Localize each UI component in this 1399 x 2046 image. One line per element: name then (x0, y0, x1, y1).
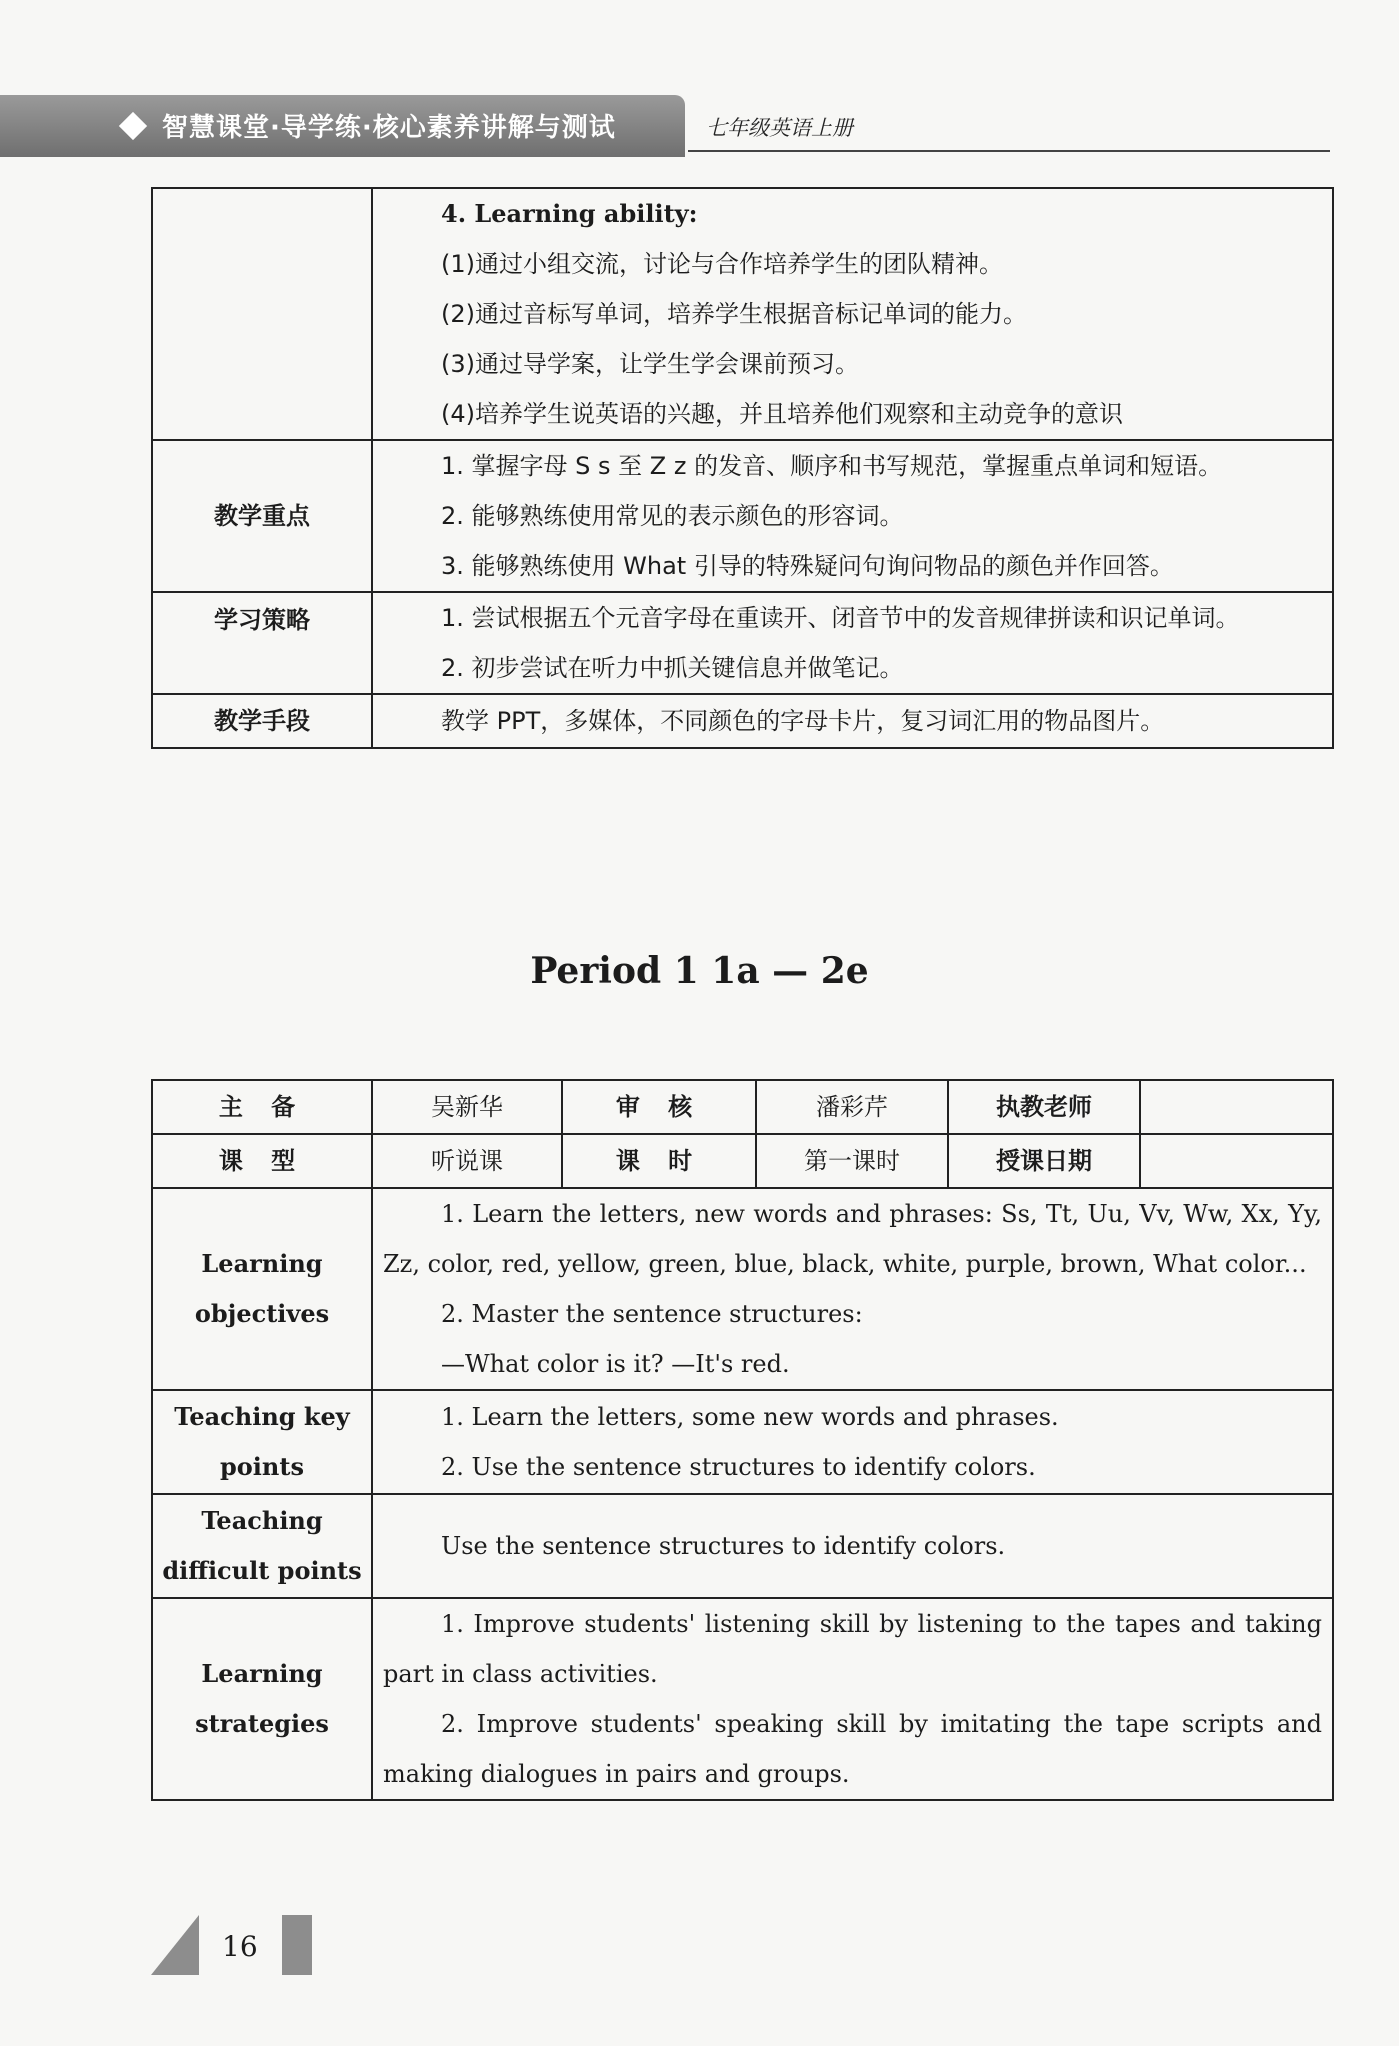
key-points-item: 1. Learn the letters, some new words and phrases. (441, 1403, 1059, 1431)
main-preparer-label: 主 备 (152, 1080, 372, 1134)
teaching-date-value (1140, 1134, 1333, 1188)
objectives-item: 1. Learn the letters, new words and phrases: Ss, Tt, Uu, Vv, Ww, Xx, Yy, Zz, color, red, yellow, green, blue, black, white, purple, brown, What color... (383, 1200, 1322, 1278)
teaching-focus-label: 教学重点 (152, 440, 372, 592)
teaching-means-cell (372, 694, 1333, 748)
info-row-1 (152, 1080, 1333, 1134)
difficult-points-label-line: Teaching (201, 1506, 323, 1535)
learning-ability-item: (3)通过导学案，让学生学会课前预习。 (441, 350, 859, 378)
study-strategy-cell (372, 592, 1333, 694)
strategies-cell (372, 1598, 1333, 1800)
lesson-overview-table (151, 187, 1334, 749)
teaching-focus-item: 1. 掌握字母 S s 至 Z z 的发音、顺序和书写规范，掌握重点单词和短语。 (441, 452, 1223, 480)
learning-ability-cell (372, 188, 1333, 440)
learning-ability-row (152, 188, 1333, 440)
teaching-focus-cell (372, 440, 1333, 592)
teaching-means-label: 教学手段 (152, 694, 372, 748)
key-points-label (152, 1390, 372, 1494)
teaching-means-row (152, 694, 1333, 748)
teacher-value (1140, 1080, 1333, 1134)
study-strategy-item: 2. 初步尝试在听力中抓关键信息并做笔记。 (441, 654, 904, 682)
class-period-value: 第一课时 (756, 1134, 948, 1188)
teaching-focus-row (152, 440, 1333, 592)
empty-label-cell (152, 188, 372, 440)
footer-bar-decoration (282, 1915, 312, 1975)
objectives-label-line: objectives (194, 1299, 330, 1328)
footer-triangle-decoration (151, 1915, 199, 1975)
objectives-label-line: Learning (201, 1249, 323, 1278)
strategies-label (152, 1598, 372, 1800)
difficult-points-label-line: difficult points (162, 1556, 362, 1585)
key-points-row (152, 1390, 1333, 1494)
teaching-date-label: 授课日期 (948, 1134, 1140, 1188)
difficult-points-row (152, 1494, 1333, 1598)
teaching-focus-item: 3. 能够熟练使用 What 引导的特殊疑问句询问物品的颜色并作回答。 (441, 552, 1174, 580)
info-row-2 (152, 1134, 1333, 1188)
study-strategy-item: 1. 尝试根据五个元音字母在重读开、闭音节中的发音规律拼读和识记单词。 (441, 604, 1240, 632)
learning-ability-item: (1)通过小组交流，讨论与合作培养学生的团队精神。 (441, 250, 1003, 278)
teacher-label: 执教老师 (948, 1080, 1140, 1134)
objectives-item: —What color is it? —It's red. (441, 1350, 790, 1378)
objectives-cell (372, 1188, 1333, 1390)
key-points-cell (372, 1390, 1333, 1494)
learning-ability-heading: 4. Learning ability: (441, 199, 698, 228)
strategies-item: 1. Improve students' listening skill by listening to the tapes and taking part in class activities. (383, 1610, 1322, 1688)
strategies-label-line: strategies (195, 1709, 329, 1738)
class-period-label: 课 时 (562, 1134, 756, 1188)
header-divider (688, 150, 1330, 152)
key-points-label-line: points (220, 1452, 304, 1481)
book-series-title: 智慧课堂·导学练·核心素养讲解与测试 (162, 113, 616, 143)
lesson-type-value: 听说课 (372, 1134, 562, 1188)
key-points-item: 2. Use the sentence structures to identify colors. (441, 1453, 1036, 1481)
difficult-points-label (152, 1494, 372, 1598)
teaching-focus-item: 2. 能够熟练使用常见的表示颜色的形容词。 (441, 502, 904, 530)
page-number: 16 (222, 1930, 258, 1963)
key-points-label-line: Teaching key (174, 1402, 350, 1431)
difficult-points-cell (372, 1494, 1333, 1598)
reviewer-value: 潘彩芹 (756, 1080, 948, 1134)
lesson-type-label: 课 型 (152, 1134, 372, 1188)
strategies-label-line: Learning (201, 1659, 323, 1688)
main-preparer-value: 吴新华 (372, 1080, 562, 1134)
teaching-means-text: 教学 PPT，多媒体，不同颜色的字母卡片，复习词汇用的物品图片。 (441, 707, 1165, 735)
learning-ability-item: (2)通过音标写单词，培养学生根据音标记单词的能力。 (441, 300, 1027, 328)
book-grade-title: 七年级英语上册 (706, 116, 853, 140)
objectives-item: 2. Master the sentence structures: (441, 1300, 863, 1328)
period-title: Period 1 1a — 2e (530, 950, 869, 992)
strategies-item: 2. Improve students' speaking skill by imitating the tape scripts and making dialogues in pairs and groups. (383, 1710, 1322, 1788)
difficult-points-text: Use the sentence structures to identify colors. (441, 1532, 1006, 1560)
objectives-row (152, 1188, 1333, 1390)
lesson-plan-table (151, 1079, 1334, 1801)
learning-ability-item: (4)培养学生说英语的兴趣，并且培养他们观察和主动竞争的意识 (441, 400, 1123, 428)
reviewer-label: 审 核 (562, 1080, 756, 1134)
study-strategy-label: 学习策略 (152, 592, 372, 694)
strategies-row (152, 1598, 1333, 1800)
objectives-label (152, 1188, 372, 1390)
study-strategy-row (152, 592, 1333, 694)
